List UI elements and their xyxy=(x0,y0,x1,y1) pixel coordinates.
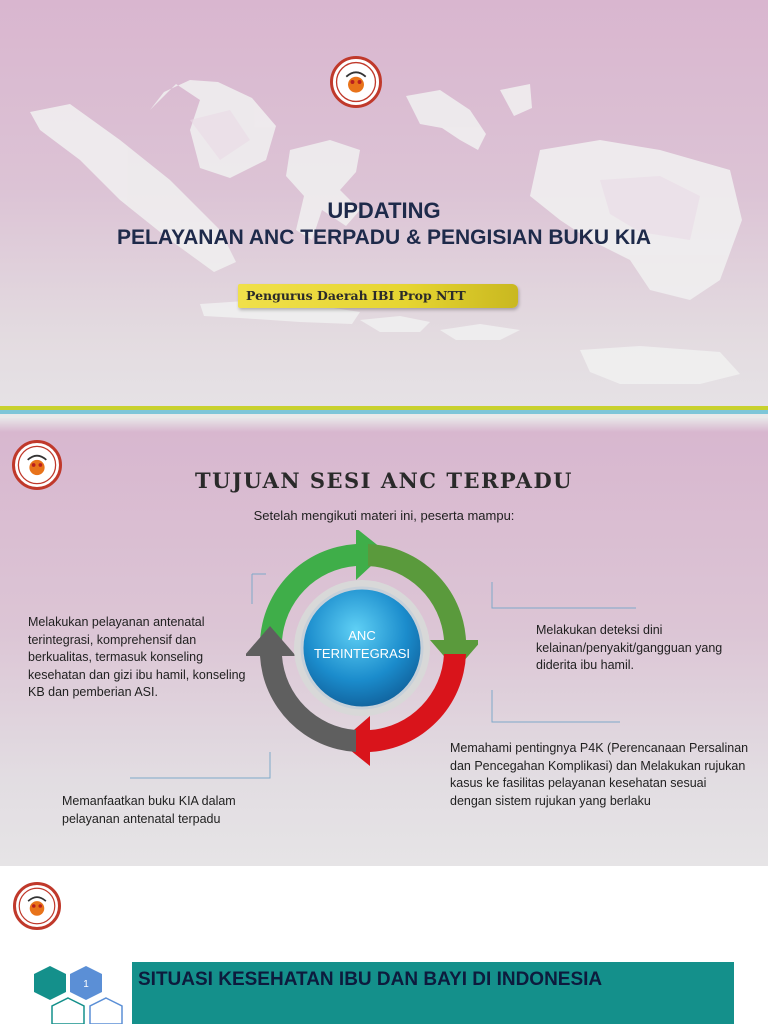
section-slide xyxy=(0,866,768,1024)
title-slide xyxy=(0,0,768,418)
objective-right: Melakukan deteksi dini kelainan/penyakit/gangguan yang diderita ibu hamil. xyxy=(536,623,723,672)
section-title: SITUASI KESEHATAN IBU DAN BAYI DI INDONESIA xyxy=(138,969,603,990)
objectives-slide xyxy=(0,432,768,866)
subtitle-text: Pengurus Daerah IBI Prop NTT xyxy=(246,288,466,303)
slide-gap xyxy=(0,418,768,432)
hexagon-icon xyxy=(32,962,128,1024)
ibi-logo-icon xyxy=(13,882,61,930)
slide-title-line2: PELAYANAN ANC TERPADU & PENGISIAN BUKU KIA xyxy=(116,226,651,249)
slide-title: TUJUAN SESI ANC TERPADU xyxy=(195,468,573,493)
center-label-line1: ANC xyxy=(348,628,376,643)
ibi-logo-icon xyxy=(330,56,382,108)
section-number: 1 xyxy=(83,979,89,990)
objective-bottom-left: Memanfaatkan buku KIA dalam pelayanan antenatal terpadu xyxy=(62,794,236,826)
center-label-line2: TERINTEGRASI xyxy=(313,646,411,661)
objective-left: Melakukan pelayanan antenatal terintegrasi, komprehensif dan berkualitas, termasuk konseling kesehatan dan gizi ibu hamil, konseling KB dan pemberian ASI. xyxy=(28,615,246,699)
anc-cycle-diagram xyxy=(246,530,478,766)
objective-bottom-right: Memahami pentingnya P4K (Perencanaan Persalinan dan Pencegahan Komplikasi) dan Melakukan rujukan kasus ke fasilitas pelayanan kesehatan sesuai dengan sistem rujukan yang berlaku xyxy=(450,741,749,808)
slide-title-line1: UPDATING xyxy=(327,198,441,223)
intro-text: Setelah mengikuti materi ini, peserta mampu: xyxy=(253,508,515,523)
